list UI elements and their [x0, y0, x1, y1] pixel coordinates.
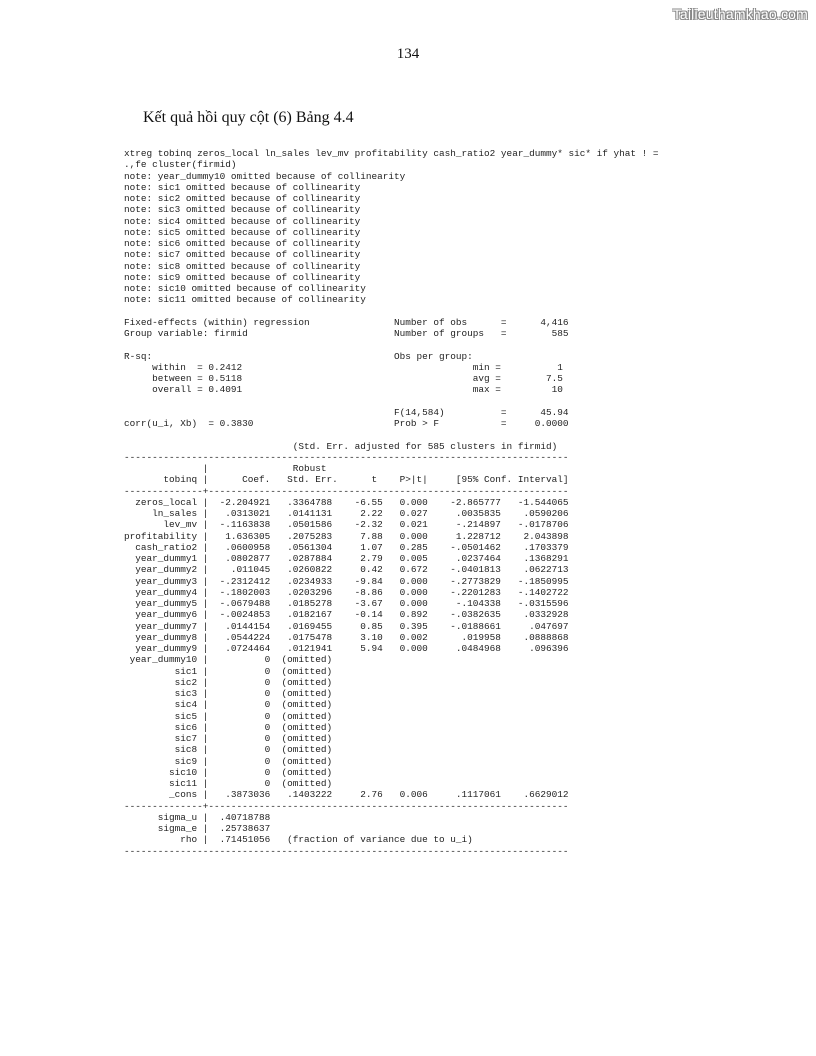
- output-line: year_dummy8 | .0544224 .0175478 3.10 0.002 .019958 .0888868: [124, 631, 569, 643]
- output-line: R-sq: Obs per group:: [124, 350, 473, 362]
- output-line: rho | .71451056 (fraction of variance due to u_i): [124, 834, 473, 846]
- output-line: year_dummy2 | .011045 .0260822 0.42 0.672 -.0401813 .0622713: [124, 564, 569, 576]
- output-line: year_dummy3 | -.2312412 .0234933 -9.84 0.000 -.2773829 -.1850995: [124, 575, 569, 587]
- output-line: sic1 | 0 (omitted): [124, 665, 333, 677]
- output-line: sic5 | 0 (omitted): [124, 710, 333, 722]
- output-line: note: sic4 omitted because of collinearity: [124, 215, 361, 227]
- output-line: note: sic8 omitted because of collinearity: [124, 260, 361, 272]
- output-line: sic9 | 0 (omitted): [124, 755, 333, 767]
- output-line: ln_sales | .0313021 .0141131 2.22 0.027 .0035835 .0590206: [124, 508, 569, 519]
- output-line: sic2 | 0 (omitted): [124, 676, 333, 688]
- output-line: Group variable: firmid Number of groups = 585: [124, 328, 569, 339]
- output-line: between = 0.5118 avg = 7.5: [124, 373, 563, 384]
- output-line: lev_mv | -.1163838 .0501586 -2.32 0.021 -.214897 -.0178706: [124, 519, 569, 531]
- watermark-text: Tailieuthamkhao.com: [672, 6, 808, 22]
- output-line: [124, 396, 658, 407]
- output-line: xtreg tobinq zeros_local ln_sales lev_mv profitability cash_ratio2 year_dummy* sic* if yhat ! =: [124, 148, 659, 159]
- output-line: tobinq | Coef. Std. Err. t P>|t| [95% Conf. Interval]: [124, 474, 569, 486]
- output-line: sic7 | 0 (omitted): [124, 733, 333, 744]
- output-line: year_dummy9 | .0724464 .0121941 5.94 0.000 .0484968 .096396: [124, 643, 569, 654]
- output-line: year_dummy1 | .0802877 .0287884 2.79 0.005 .0237464 .1368291: [124, 553, 569, 564]
- output-line: [124, 429, 658, 440]
- output-line: sigma_u | .40718788: [124, 811, 271, 823]
- output-line: sic10 | 0 (omitted): [124, 766, 333, 778]
- output-line: corr(u_i, Xb) = 0.3830 Prob > F = 0.0000: [124, 418, 569, 429]
- output-line: note: sic7 omitted because of collinearity: [124, 249, 361, 261]
- output-line: year_dummy4 | -.1802003 .0203296 -8.86 0.000 -.2201283 -.1402722: [124, 586, 569, 598]
- output-line: | Robust: [124, 463, 327, 474]
- output-line: note: sic6 omitted because of collinearity: [124, 238, 361, 249]
- output-line: sic11 | 0 (omitted): [124, 778, 333, 789]
- output-line: -------------------------------------------------------------------------------: [124, 845, 569, 857]
- output-line: .,fe cluster(firmid): [124, 159, 237, 171]
- output-line: _cons | .3873036 .1403222 2.76 0.006 .1117061 .6629012: [124, 789, 569, 801]
- output-line: zeros_local | -2.204921 .3364788 -6.55 0.000 -2.865777 -1.544065: [124, 496, 569, 508]
- output-line: within = 0.2412 min = 1: [124, 361, 563, 373]
- stata-regression-output: [124, 148, 658, 857]
- output-line: note: sic10 omitted because of collinearity: [124, 283, 366, 294]
- output-line: profitability | 1.636305 .2075283 7.88 0.000 1.228712 2.043898: [124, 530, 569, 542]
- output-line: -------------------------------------------------------------------------------: [124, 451, 569, 463]
- output-line: sic4 | 0 (omitted): [124, 699, 333, 711]
- output-line: year_dummy5 | -.0679488 .0185278 -3.67 0.000 -.104338 -.0315596: [124, 598, 569, 609]
- output-line: [124, 339, 658, 350]
- output-line: note: sic11 omitted because of collinearity: [124, 294, 366, 306]
- output-line: sigma_e | .25738637: [124, 823, 271, 834]
- section-heading: Kết quả hồi quy cột (6) Bảng 4.4: [143, 109, 354, 126]
- output-line: [124, 306, 658, 317]
- output-line: year_dummy7 | .0144154 .0169455 0.85 0.395 -.0188661 .047697: [124, 620, 569, 632]
- output-line: note: sic9 omitted because of collinearity: [124, 271, 361, 283]
- output-line: note: year_dummy10 omitted because of collinearity: [124, 170, 406, 182]
- output-line: year_dummy6 | -.0024853 .0182167 -0.14 0.892 -.0382635 .0332928: [124, 609, 569, 621]
- output-line: overall = 0.4091 max = 10: [124, 384, 563, 396]
- output-line: year_dummy10 | 0 (omitted): [124, 654, 333, 666]
- output-line: sic6 | 0 (omitted): [124, 721, 333, 733]
- output-line: F(14,584) = 45.94: [124, 406, 569, 418]
- output-line: Fixed-effects (within) regression Number of obs = 4,416: [124, 316, 569, 328]
- output-line: (Std. Err. adjusted for 585 clusters in firmid): [124, 440, 558, 452]
- output-line: note: sic5 omitted because of collinearity: [124, 226, 361, 238]
- output-line: cash_ratio2 | .0600958 .0561304 1.07 0.285 -.0501462 .1703379: [124, 541, 569, 553]
- output-line: --------------+----------------------------------------------------------------: [124, 485, 569, 497]
- output-line: --------------+----------------------------------------------------------------: [124, 800, 569, 812]
- output-line: sic3 | 0 (omitted): [124, 688, 333, 699]
- output-line: note: sic1 omitted because of collinearity: [124, 181, 361, 193]
- output-line: sic8 | 0 (omitted): [124, 744, 333, 756]
- output-line: note: sic3 omitted because of collinearity: [124, 204, 361, 216]
- page-number: 134: [396, 46, 420, 62]
- output-line: note: sic2 omitted because of collinearity: [124, 193, 361, 204]
